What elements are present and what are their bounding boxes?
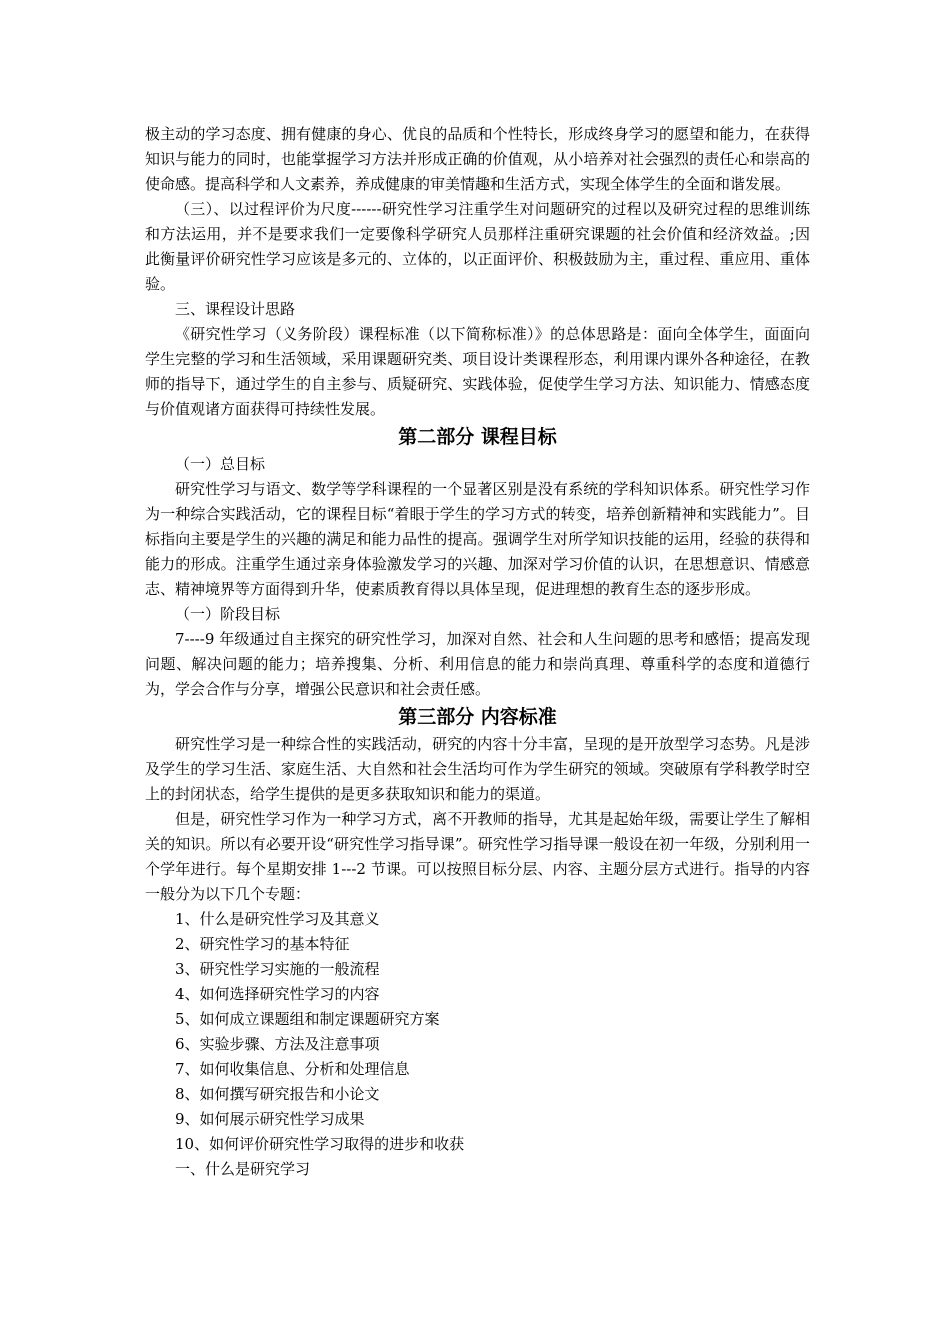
subheading-overall-goal: （一）总目标 bbox=[175, 455, 266, 473]
paragraph-process-evaluation: （三）、以过程评价为尺度------研究性学习注重学生对问题研究的过程以及研究过程的思维训练和方法运用，并不是要求我们一定要像科学研究人员那样注重研究课题的社会价值和经济效益。;因此衡量评价研究性学习应该是多元的、立体的，以正面评价、积极鼓励为主，重过程、重应用、重体验。 bbox=[145, 200, 810, 293]
subheading-what-is-research-learning: 一、什么是研究学习 bbox=[175, 1160, 311, 1178]
paragraph-course-design: 《研究性学习（义务阶段）课程标准（以下简称标准）》的总体思路是：面向全体学生，面面向学生完整的学习和生活领域，采用课题研究类、项目设计类课程形态，利用课内课外各种途径，在教师的指导下，通过学生的自主参与、质疑研究、实践体验，促使学生学习方法、知识能力、情感态度与价值观诸方面获得可持续性发展。 bbox=[145, 325, 810, 418]
subheading-stage-goal: （一）阶段目标 bbox=[175, 605, 281, 623]
paragraph-overall-goal: 研究性学习与语文、数学等学科课程的一个显著区别是没有系统的学科知识体系。研究性学习作为一种综合实践活动，它的课程目标“着眼于学生的学习方式的转变，培养创新精神和实践能力”。目标指向主要是学生的兴趣的满足和能力品性的提高。强调学生对所学知识技能的运用，经验的获得和能力的形成。注重学生通过亲身体验激发学习的兴趣、加深对学习价值的认识，在思想意识、情感意志、精神境界等方面得到升华，使素质教育得以具体呈现，促进理想的教育生态的逐步形成。 bbox=[145, 480, 810, 598]
list-item: 10、如何评价研究性学习取得的进步和收获 bbox=[175, 1135, 465, 1153]
topic-list bbox=[145, 907, 810, 1157]
list-item: 4、如何选择研究性学习的内容 bbox=[175, 985, 380, 1003]
list-item: 6、实验步骤、方法及注意事项 bbox=[175, 1035, 380, 1053]
document-page bbox=[145, 122, 810, 1182]
paragraph-content-intro: 研究性学习是一种综合性的实践活动，研究的内容十分丰富，呈现的是开放型学习态势。凡是涉及学生的学习生活、家庭生活、大自然和社会生活均可作为学生研究的领域。突破原有学科教学时空上的封闭状态，给学生提供的是更多获取知识和能力的渠道。 bbox=[145, 735, 810, 803]
list-item: 7、如何收集信息、分析和处理信息 bbox=[175, 1060, 410, 1078]
heading-course-design: 三、课程设计思路 bbox=[175, 300, 296, 318]
paragraph-guidance: 但是，研究性学习作为一种学习方式，离不开教师的指导，尤其是起始年级，需要让学生了解相关的知识。所以有必要开设“研究性学习指导课”。研究性学习指导课一般设在初一年级，分别利用一个学年进行。每个星期安排 1---2 节课。可以按照目标分层、内容、主题分层方式进行。指导的内容一般分为以下几个专题： bbox=[145, 810, 810, 903]
section-title-content-standard: 第三部分 内容标准 bbox=[398, 706, 557, 728]
list-item: 2、研究性学习的基本特征 bbox=[175, 935, 350, 953]
paragraph-stage-goal: 7----9 年级通过自主探究的研究性学习，加深对自然、社会和人生问题的思考和感悟；提高发现问题、解决问题的能力；培养搜集、分析、利用信息的能力和崇尚真理、尊重科学的态度和道德行为，学会合作与分享，增强公民意识和社会责任感。 bbox=[145, 630, 810, 698]
paragraph-goal-continued: 极主动的学习态度、拥有健康的身心、优良的品质和个性特长，形成终身学习的愿望和能力，在获得知识与能力的同时，也能掌握学习方法并形成正确的价值观，从小培养对社会强烈的责任心和崇高的使命感。提高科学和人文素养，养成健康的审美情趣和生活方式，实现全体学生的全面和谐发展。 bbox=[145, 125, 810, 193]
list-item: 1、什么是研究性学习及其意义 bbox=[175, 910, 380, 928]
list-item: 5、如何成立课题组和制定课题研究方案 bbox=[175, 1010, 440, 1028]
list-item: 3、研究性学习实施的一般流程 bbox=[175, 960, 380, 978]
list-item: 8、如何撰写研究报告和小论文 bbox=[175, 1085, 380, 1103]
section-title-course-goals: 第二部分 课程目标 bbox=[398, 426, 557, 448]
list-item: 9、如何展示研究性学习成果 bbox=[175, 1110, 365, 1128]
